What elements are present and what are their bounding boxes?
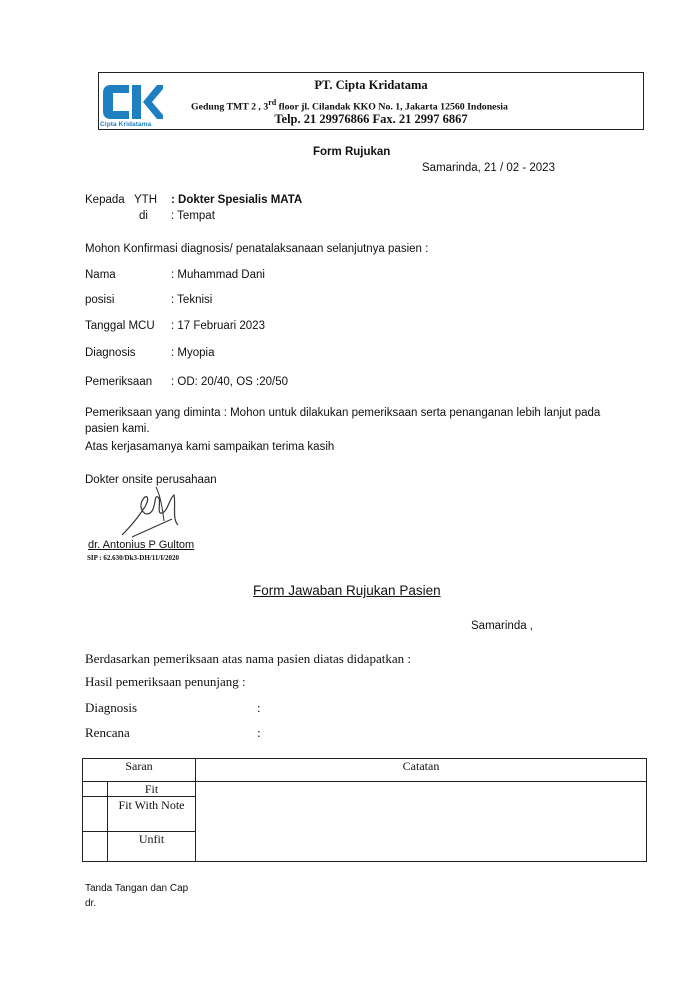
catatan-header: Catatan: [196, 759, 647, 782]
doctor-signature-icon: [112, 475, 192, 545]
saran-table: [82, 758, 647, 862]
field-value-pemeriksaan: : OD: 20/40, OS :20/50: [171, 376, 288, 388]
answer-title: Form Jawaban Rujukan Pasien: [253, 583, 441, 598]
field-value-posisi: : Teknisi: [171, 294, 213, 306]
logo-caption: Cipta Kridatama: [100, 121, 152, 128]
to-label: Kepada: [85, 194, 125, 206]
field-label-tanggal-mcu: Tanggal MCU: [85, 320, 155, 332]
rencana-label: Rencana: [85, 725, 130, 740]
signature-label: Tanda Tangan dan Cap: [85, 883, 189, 894]
doctor-name: dr. Antonius P Gultom: [88, 539, 195, 551]
checkbox-unfit[interactable]: [83, 832, 108, 862]
answer-place: Samarinda ,: [471, 620, 534, 632]
field-value-tanggal-mcu: : 17 Februari 2023: [171, 320, 265, 332]
field-label-diagnosis: Diagnosis: [85, 347, 136, 359]
company-name: PT. Cipta Kridatama: [314, 78, 428, 92]
request-line-1: Pemeriksaan yang diminta : Mohon untuk dilakukan pemeriksaan serta penanganan lebih lanjut pada: [85, 407, 601, 419]
thanks-text: Atas kerjasamanya kami sampaikan terima kasih: [85, 441, 335, 453]
answer-diagnosis-colon: :: [257, 700, 261, 715]
catatan-cell[interactable]: [196, 782, 647, 862]
answer-intro: Berdasarkan pemeriksaan atas nama pasien diatas didapatkan :: [85, 651, 411, 666]
field-label-pemeriksaan: Pemeriksaan: [85, 376, 153, 388]
answer-diagnosis-label: Diagnosis: [85, 700, 137, 715]
request-line-2: pasien kami.: [85, 423, 150, 435]
referral-title: Form Rujukan: [313, 146, 391, 158]
field-value-diagnosis: : Myopia: [171, 347, 215, 359]
referral-intro: Mohon Konfirmasi diagnosis/ penatalaksanaan selanjutnya pasien :: [85, 243, 429, 255]
checkbox-fit[interactable]: [83, 782, 108, 797]
doctor-sip: SIP : 62.630/Dk3-DH/11/I/2020: [87, 554, 179, 562]
place-value: : Tempat: [171, 210, 215, 222]
signature-dr: dr.: [85, 898, 97, 909]
di-label: di: [139, 210, 148, 222]
letterhead: [98, 72, 644, 130]
option-fit-with-note: Fit With Note: [108, 797, 196, 832]
company-phone: Telp. 21 29976866 Fax. 21 2997 6867: [274, 112, 468, 126]
field-label-posisi: posisi: [85, 294, 115, 306]
hasil-label: Hasil pemeriksaan penunjang :: [85, 674, 246, 689]
signer-title: Dokter onsite perusahaan: [85, 474, 217, 486]
field-value-nama: : Muhammad Dani: [171, 269, 265, 281]
option-fit: Fit: [108, 782, 196, 797]
recipient-value: : Dokter Spesialis MATA: [171, 194, 303, 206]
referral-date: Samarinda, 21 / 02 - 2023: [422, 162, 555, 174]
field-label-nama: Nama: [85, 269, 116, 281]
rencana-colon: :: [257, 725, 261, 740]
saran-header: Saran: [83, 759, 196, 782]
yth-label: YTH: [134, 194, 157, 206]
company-address: Gedung TMT 2 , 3rd floor jl. Cilandak KKO No. 1, Jakarta 12560 Indonesia: [191, 98, 508, 113]
option-unfit: Unfit: [108, 832, 196, 862]
checkbox-fit-with-note[interactable]: [83, 797, 108, 832]
